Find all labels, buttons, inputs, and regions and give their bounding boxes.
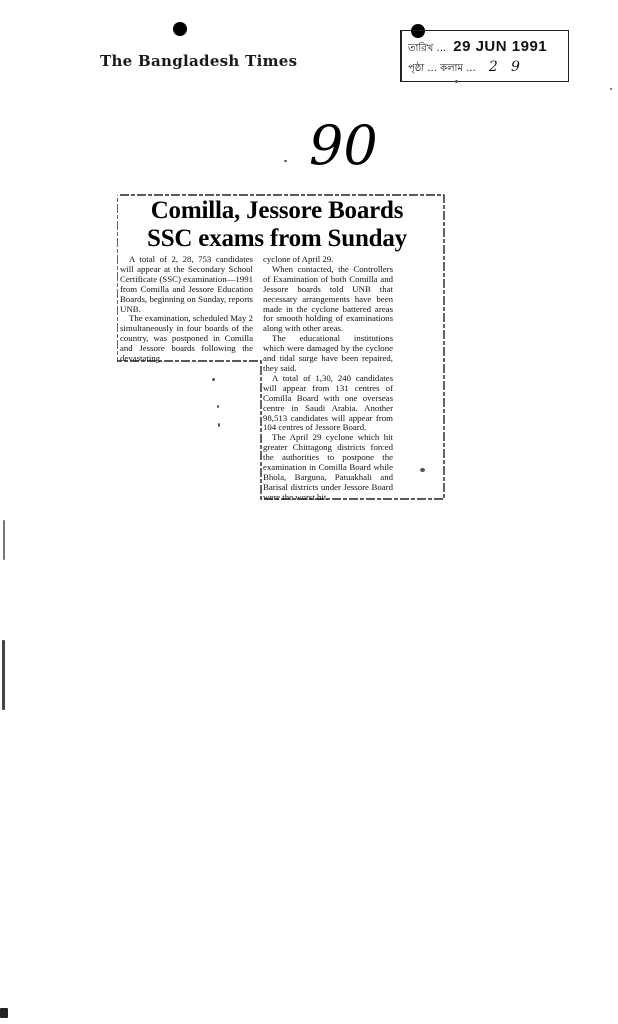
paragraph: A total of 1,30, 240 candidates will appear from 131 centres of Comilla Board with one overseas centre in Saudi Arabia. Another 98,513 candidates will appear from 104 centres of Jessore Board. [263, 372, 393, 433]
handwritten-number-text: 90 [309, 114, 378, 176]
paragraph: A total of 2, 28, 753 candidates will appear at the Secondary School Certificate (SSC) examination—1991 from Comilla and Jessore Education Boards, beginning on Sunday, reports UNB. [120, 254, 253, 314]
newspaper-masthead: The Bangladesh Times [100, 52, 298, 70]
scan-speck [284, 160, 287, 162]
paragraph: cyclone of April 29. [263, 254, 334, 264]
stamp-date-row [408, 38, 547, 58]
paragraph: The April 29 cyclone which hit greater Chittagong districts forced the authorities to postpone the examination in Comilla Board while Bhola, Barguna, Patuakhali and Barisal districts under Jessore Board were the worst hit. [263, 432, 393, 502]
scan-speck [420, 468, 425, 472]
scan-speck [218, 423, 220, 427]
scan-speck [610, 88, 612, 90]
stamp-column-value: 9 [511, 59, 520, 75]
stamp-page-value: 2 [488, 59, 498, 75]
scan-edge-mark [0, 1008, 8, 1018]
headline-line-2: SSC exams from Sunday [147, 225, 407, 252]
handwritten-number [305, 112, 387, 176]
article-column-right [263, 255, 393, 503]
stamp-page-label: পৃষ্ঠা ... কলাম ... [408, 63, 476, 74]
scan-edge-mark [3, 520, 5, 560]
stamp-page-row [408, 59, 520, 78]
article-clipping [117, 193, 447, 505]
paragraph: The educational institutions which were damaged by the cyclone and tidal surge have been repaired, they said. [263, 333, 393, 373]
scan-edge-mark [2, 640, 5, 710]
scan-speck [455, 80, 458, 83]
date-stamp [400, 30, 569, 82]
paragraph: When contacted, the Controllers of Examination of both Comilla and Jessore boards told UNB that necessary arrangements have been made in the cyclone battered areas for smooth holding of examinations along with other areas. [263, 263, 393, 334]
stamp-date-label: তারিখ ... [408, 43, 447, 54]
stamp-date: 29 JUN 1991 [453, 38, 548, 55]
headline-line-1: Comilla, Jessore Boards [150, 197, 404, 224]
scan-speck [212, 378, 215, 381]
paragraph: The examination, scheduled May 2 simultaneously in four boards of the country, was postponed in Comilla and Jessore boards following the devastating [120, 313, 253, 364]
punch-hole [173, 22, 187, 36]
article-headline [127, 197, 427, 253]
article-column-left [120, 255, 253, 364]
scan-speck [217, 405, 219, 408]
